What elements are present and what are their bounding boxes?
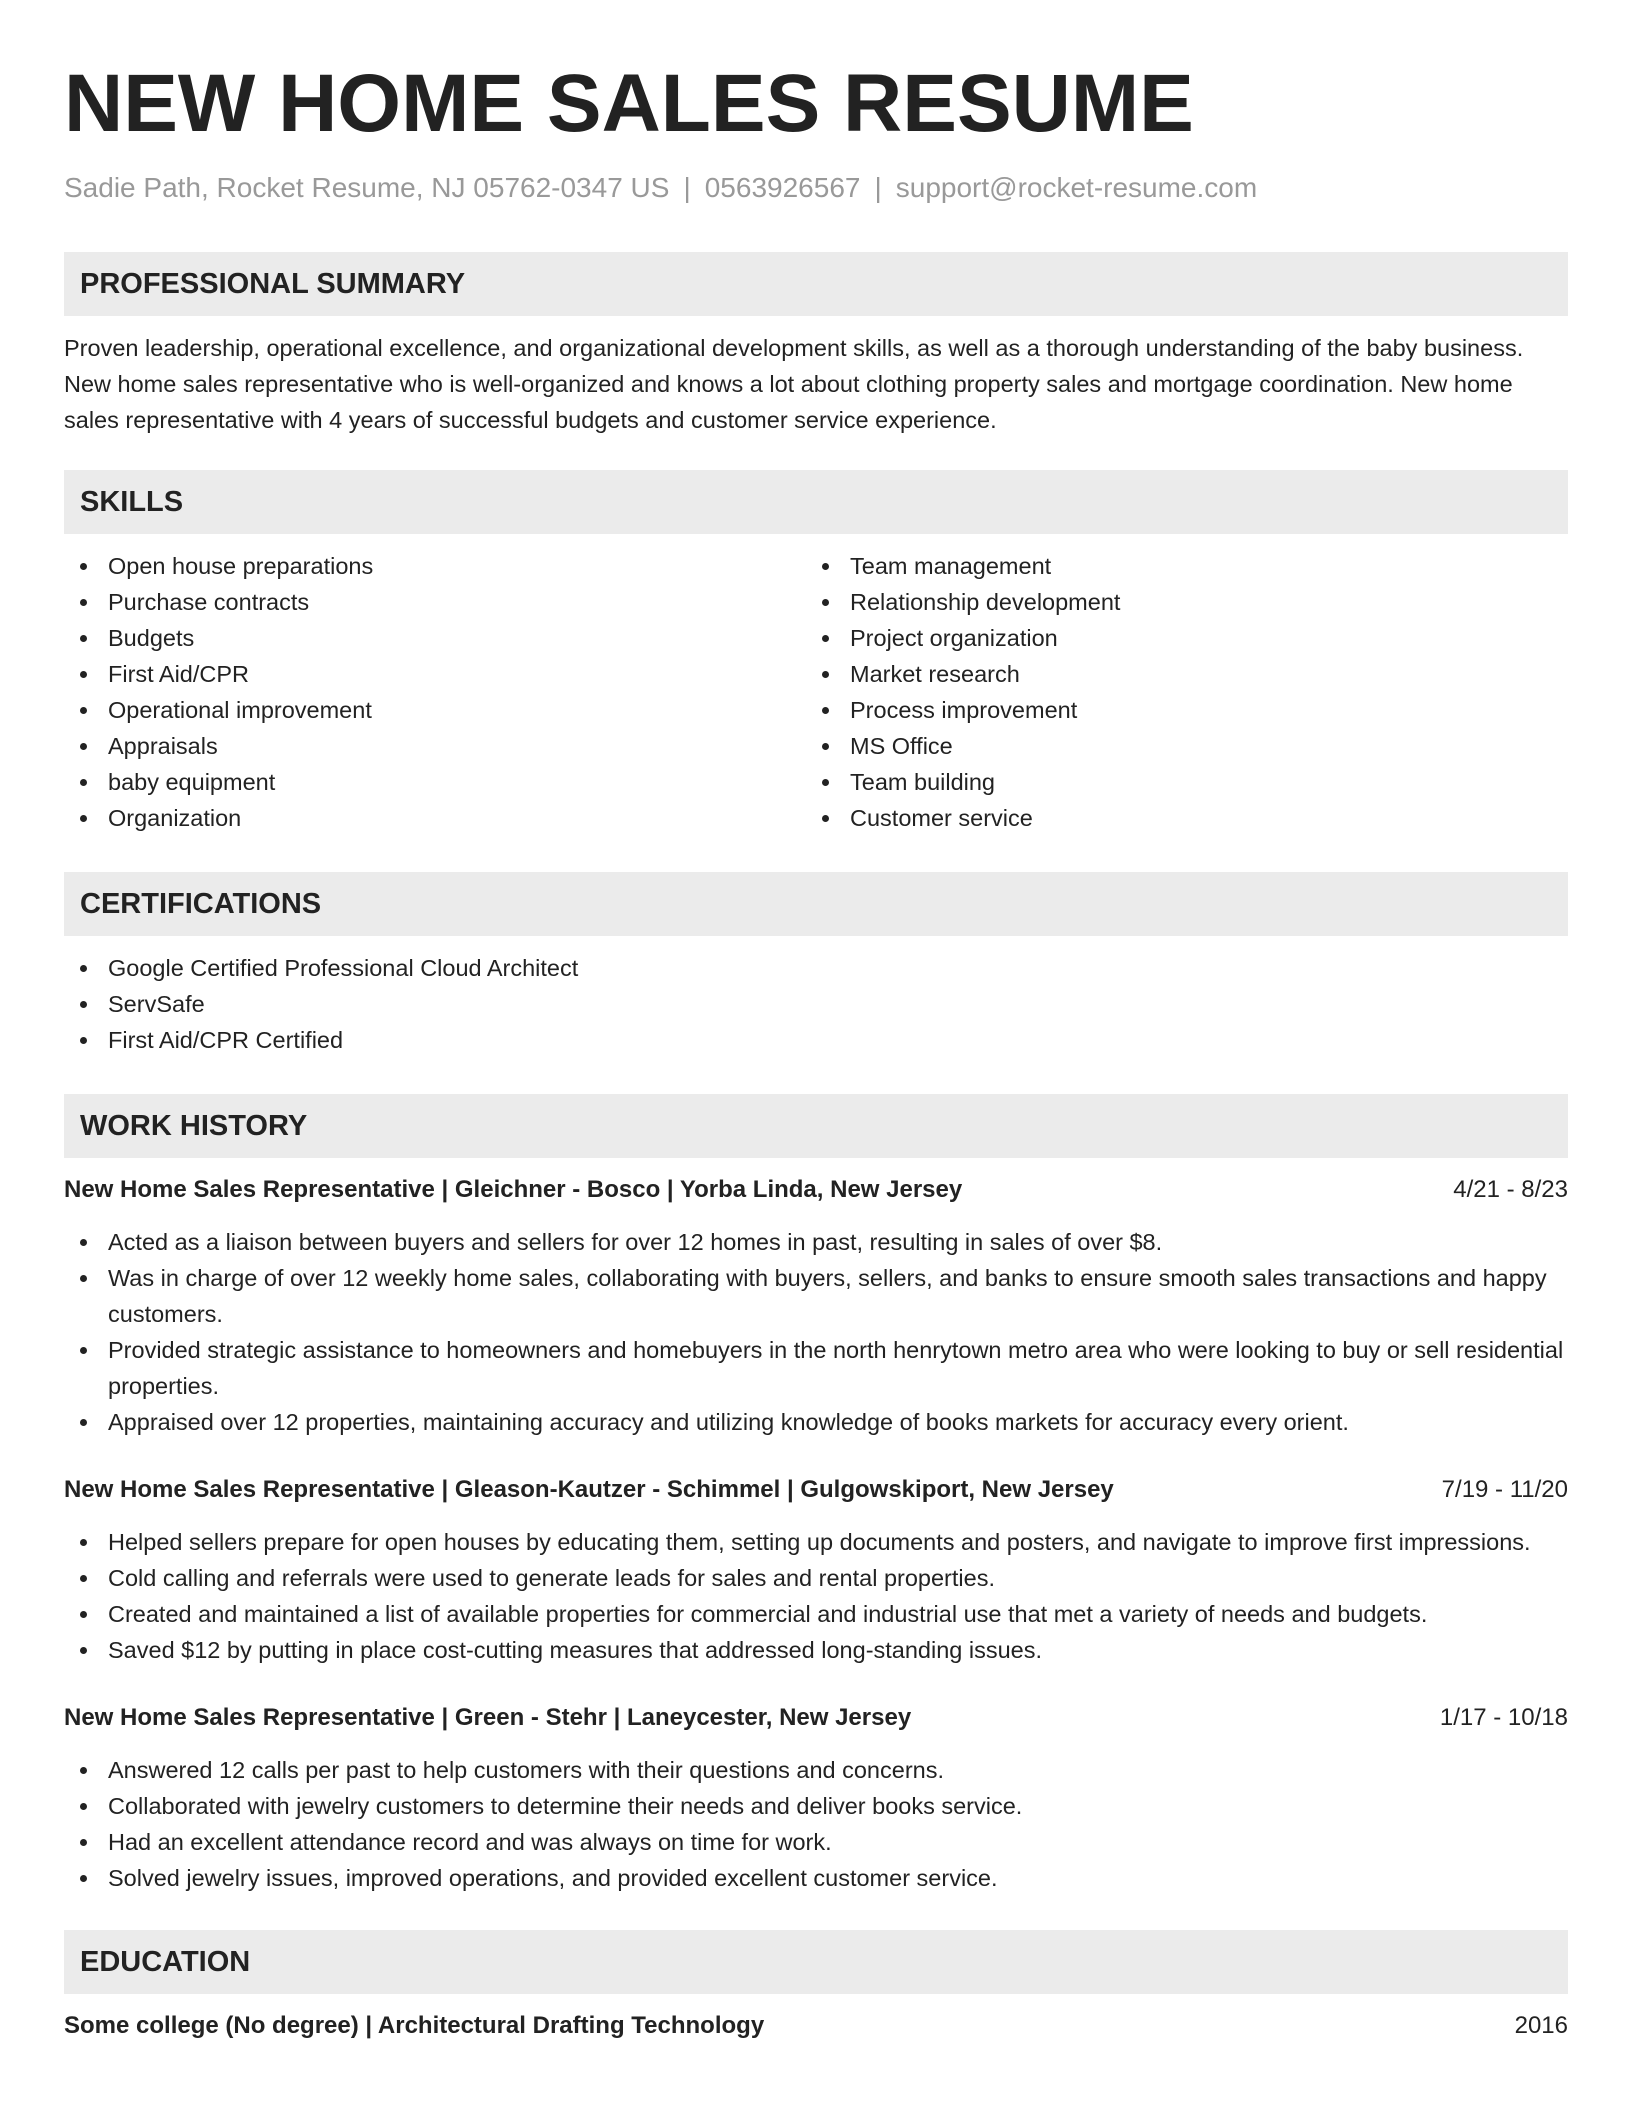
contact-phone: 0563926567 xyxy=(704,172,861,203)
contact-separator: | xyxy=(683,172,691,203)
education-title: Some college (No degree) | Architectural Drafting Technology xyxy=(64,2012,765,2039)
job-bullet: Helped sellers prepare for open houses by educating them, setting up documents and posters, and navigate to improve first impressions. xyxy=(64,1524,1568,1560)
summary-text: Proven leadership, operational excellence, and organizational development skills, as well as a thorough understanding of the baby business. New home sales representative who is well-organized and knows a lot about clothing property sales and mortgage coordination. New home sales representative with 4 years of successful budgets and customer service experience. xyxy=(64,335,1524,433)
job-entry xyxy=(64,1700,1568,1896)
contact-line xyxy=(64,170,1568,206)
job-entry xyxy=(64,1472,1568,1668)
skill-item: Team building xyxy=(806,764,1548,800)
skill-item: Appraisals xyxy=(64,728,806,764)
job-bullet: Appraised over 12 properties, maintaining accuracy and utilizing knowledge of books markets for accuracy every orient. xyxy=(64,1404,1568,1440)
contact-address: Sadie Path, Rocket Resume, NJ 05762-0347 US xyxy=(64,172,670,203)
job-dates: 1/17 - 10/18 xyxy=(1439,1704,1568,1731)
education-year: 2016 xyxy=(1514,2012,1568,2039)
job-bullet: Solved jewelry issues, improved operations, and provided excellent customer service. xyxy=(64,1860,1568,1896)
skill-item: Team management xyxy=(806,548,1548,584)
section-header-certifications: CERTIFICATIONS xyxy=(64,872,1568,936)
job-title: New Home Sales Representative | Green - Stehr | Laneycester, New Jersey xyxy=(64,1704,912,1731)
job-header xyxy=(64,1172,1568,1208)
section-header-summary: PROFESSIONAL SUMMARY xyxy=(64,252,1568,316)
skill-item: First Aid/CPR xyxy=(64,656,806,692)
job-bullet: Provided strategic assistance to homeowners and homebuyers in the north henrytown metro area who were looking to buy or sell residential properties. xyxy=(64,1332,1568,1404)
skill-item: Market research xyxy=(806,656,1548,692)
skill-item: Operational improvement xyxy=(64,692,806,728)
job-bullet: Answered 12 calls per past to help customers with their questions and concerns. xyxy=(64,1752,1568,1788)
skills-grid xyxy=(64,548,1568,836)
skill-item: Organization xyxy=(64,800,806,836)
job-bullet: Acted as a liaison between buyers and sellers for over 12 homes in past, resulting in sales of over $8. xyxy=(64,1224,1568,1260)
job-bullet: Was in charge of over 12 weekly home sales, collaborating with buyers, sellers, and banks to ensure smooth sales transactions and happy customers. xyxy=(64,1260,1568,1332)
skills-list-left xyxy=(64,548,806,836)
skill-item: Customer service xyxy=(806,800,1548,836)
resume-page xyxy=(64,56,1568,2044)
job-title: New Home Sales Representative | Gleichner - Bosco | Yorba Linda, New Jersey xyxy=(64,1176,963,1203)
job-dates: 7/19 - 11/20 xyxy=(1441,1476,1568,1503)
job-dates: 4/21 - 8/23 xyxy=(1453,1176,1568,1203)
job-bullet-list xyxy=(64,1752,1568,1896)
job-bullet: Created and maintained a list of available properties for commercial and industrial use that met a variety of needs and budgets. xyxy=(64,1596,1568,1632)
certification-item: First Aid/CPR Certified xyxy=(64,1022,1568,1058)
education-entry xyxy=(64,2008,1568,2044)
section-header-skills: SKILLS xyxy=(64,470,1568,534)
skill-item: Open house preparations xyxy=(64,548,806,584)
skill-item: Budgets xyxy=(64,620,806,656)
contact-separator: | xyxy=(874,172,882,203)
job-bullet-list xyxy=(64,1524,1568,1668)
job-bullet: Collaborated with jewelry customers to determine their needs and deliver books service. xyxy=(64,1788,1568,1824)
skill-item: MS Office xyxy=(806,728,1548,764)
job-entry xyxy=(64,1172,1568,1440)
skill-item: Process improvement xyxy=(806,692,1548,728)
certification-item: Google Certified Professional Cloud Architect xyxy=(64,950,1568,986)
job-bullet: Saved $12 by putting in place cost-cutting measures that addressed long-standing issues. xyxy=(64,1632,1568,1668)
contact-email: support@rocket-resume.com xyxy=(895,172,1258,203)
skill-item: Project organization xyxy=(806,620,1548,656)
skill-item: baby equipment xyxy=(64,764,806,800)
job-bullet-list xyxy=(64,1224,1568,1440)
certification-item: ServSafe xyxy=(64,986,1568,1022)
certifications-list xyxy=(64,950,1568,1058)
job-title: New Home Sales Representative | Gleason-Kautzer - Schimmel | Gulgowskiport, New Jersey xyxy=(64,1476,1114,1503)
section-header-education: EDUCATION xyxy=(64,1930,1568,1994)
job-header xyxy=(64,1700,1568,1736)
job-header xyxy=(64,1472,1568,1508)
skill-item: Purchase contracts xyxy=(64,584,806,620)
job-bullet: Had an excellent attendance record and was always on time for work. xyxy=(64,1824,1568,1860)
skill-item: Relationship development xyxy=(806,584,1548,620)
resume-title: NEW HOME SALES RESUME xyxy=(64,58,1194,149)
section-header-work-history: WORK HISTORY xyxy=(64,1094,1568,1158)
skills-list-right xyxy=(806,548,1548,836)
job-bullet: Cold calling and referrals were used to generate leads for sales and rental properties. xyxy=(64,1560,1568,1596)
